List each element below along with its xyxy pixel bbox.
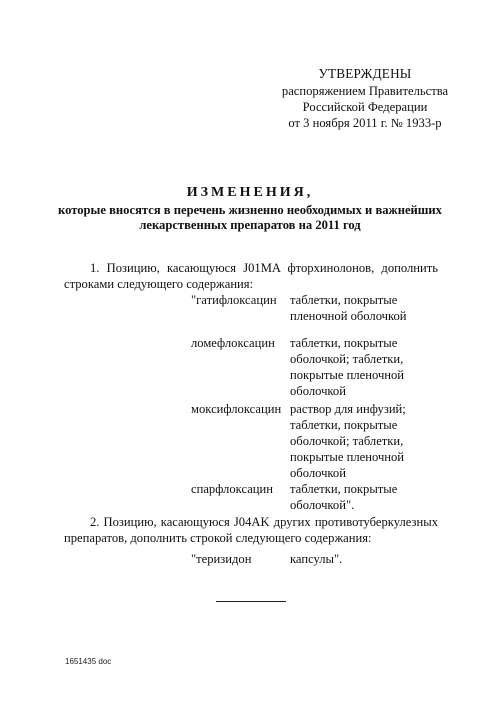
drug-form [290,335,415,399]
drug-form-line: оболочкой; таблетки, [290,434,404,448]
drug-name: моксифлоксацин [191,402,282,416]
heading-title: ИЗМЕНЕНИЯ, [186,185,314,200]
drug-name: спарфлоксацин [191,482,274,496]
drug-form-line: оболочкой [290,384,346,398]
drug-form-line: пленочной оболочкой [290,309,407,323]
section-2-paragraph [64,514,438,546]
drug-form-line: оболочкой; таблетки, [290,352,404,366]
drug-form-line: оболочкой". [290,498,355,512]
drug-form-line: таблетки, покрытые [290,293,398,307]
drug-name: "гатифлоксацин [191,293,277,307]
drug-form [290,292,415,324]
drug-form-line: оболочкой [290,466,346,480]
section-2-rest: препаратов, дополнить строкой следующего содержания: [64,531,372,545]
drug-form-line: таблетки, покрытые [290,336,398,350]
drug-form-line: покрытые пленочной [290,368,405,382]
approval-line-3: от 3 ноября 2011 г. № 1933-р [288,116,442,130]
drug-name: ломефлоксацин [191,336,275,350]
drug-form-line: таблетки, покрытые [290,418,398,432]
file-mark: 1651435 doc [65,657,112,666]
heading-line-2: лекарственных препаратов на 2011 год [139,218,361,232]
section-2-first-line: 2. Позицию, касающуюся J04AK других противотуберкулезных [90,515,438,529]
section-1-rest: строками следующего содержания: [64,277,254,291]
drug-form-line: таблетки, покрытые [290,482,398,496]
drug-form-line: покрытые пленочной [290,450,405,464]
separator-line [216,601,286,602]
approval-line-1: распоряжением Правительства [281,84,449,98]
approval-line-2: Российской Федерации [302,100,428,114]
drug-form: капсулы". [290,552,343,566]
drug-name: "теризидон [191,552,252,566]
drug-form [290,401,415,481]
heading-line-1: которые вносятся в перечень жизненно необходимых и важнейших [58,203,442,217]
drug-form [290,481,415,513]
drug-form-line: раствор для инфузий; [290,402,406,416]
approval-title: УТВЕРЖДЕНЫ [318,66,412,81]
section-1-first-line: 1. Позицию, касающуюся J01MA фторхинолонов, дополнить [90,261,438,275]
